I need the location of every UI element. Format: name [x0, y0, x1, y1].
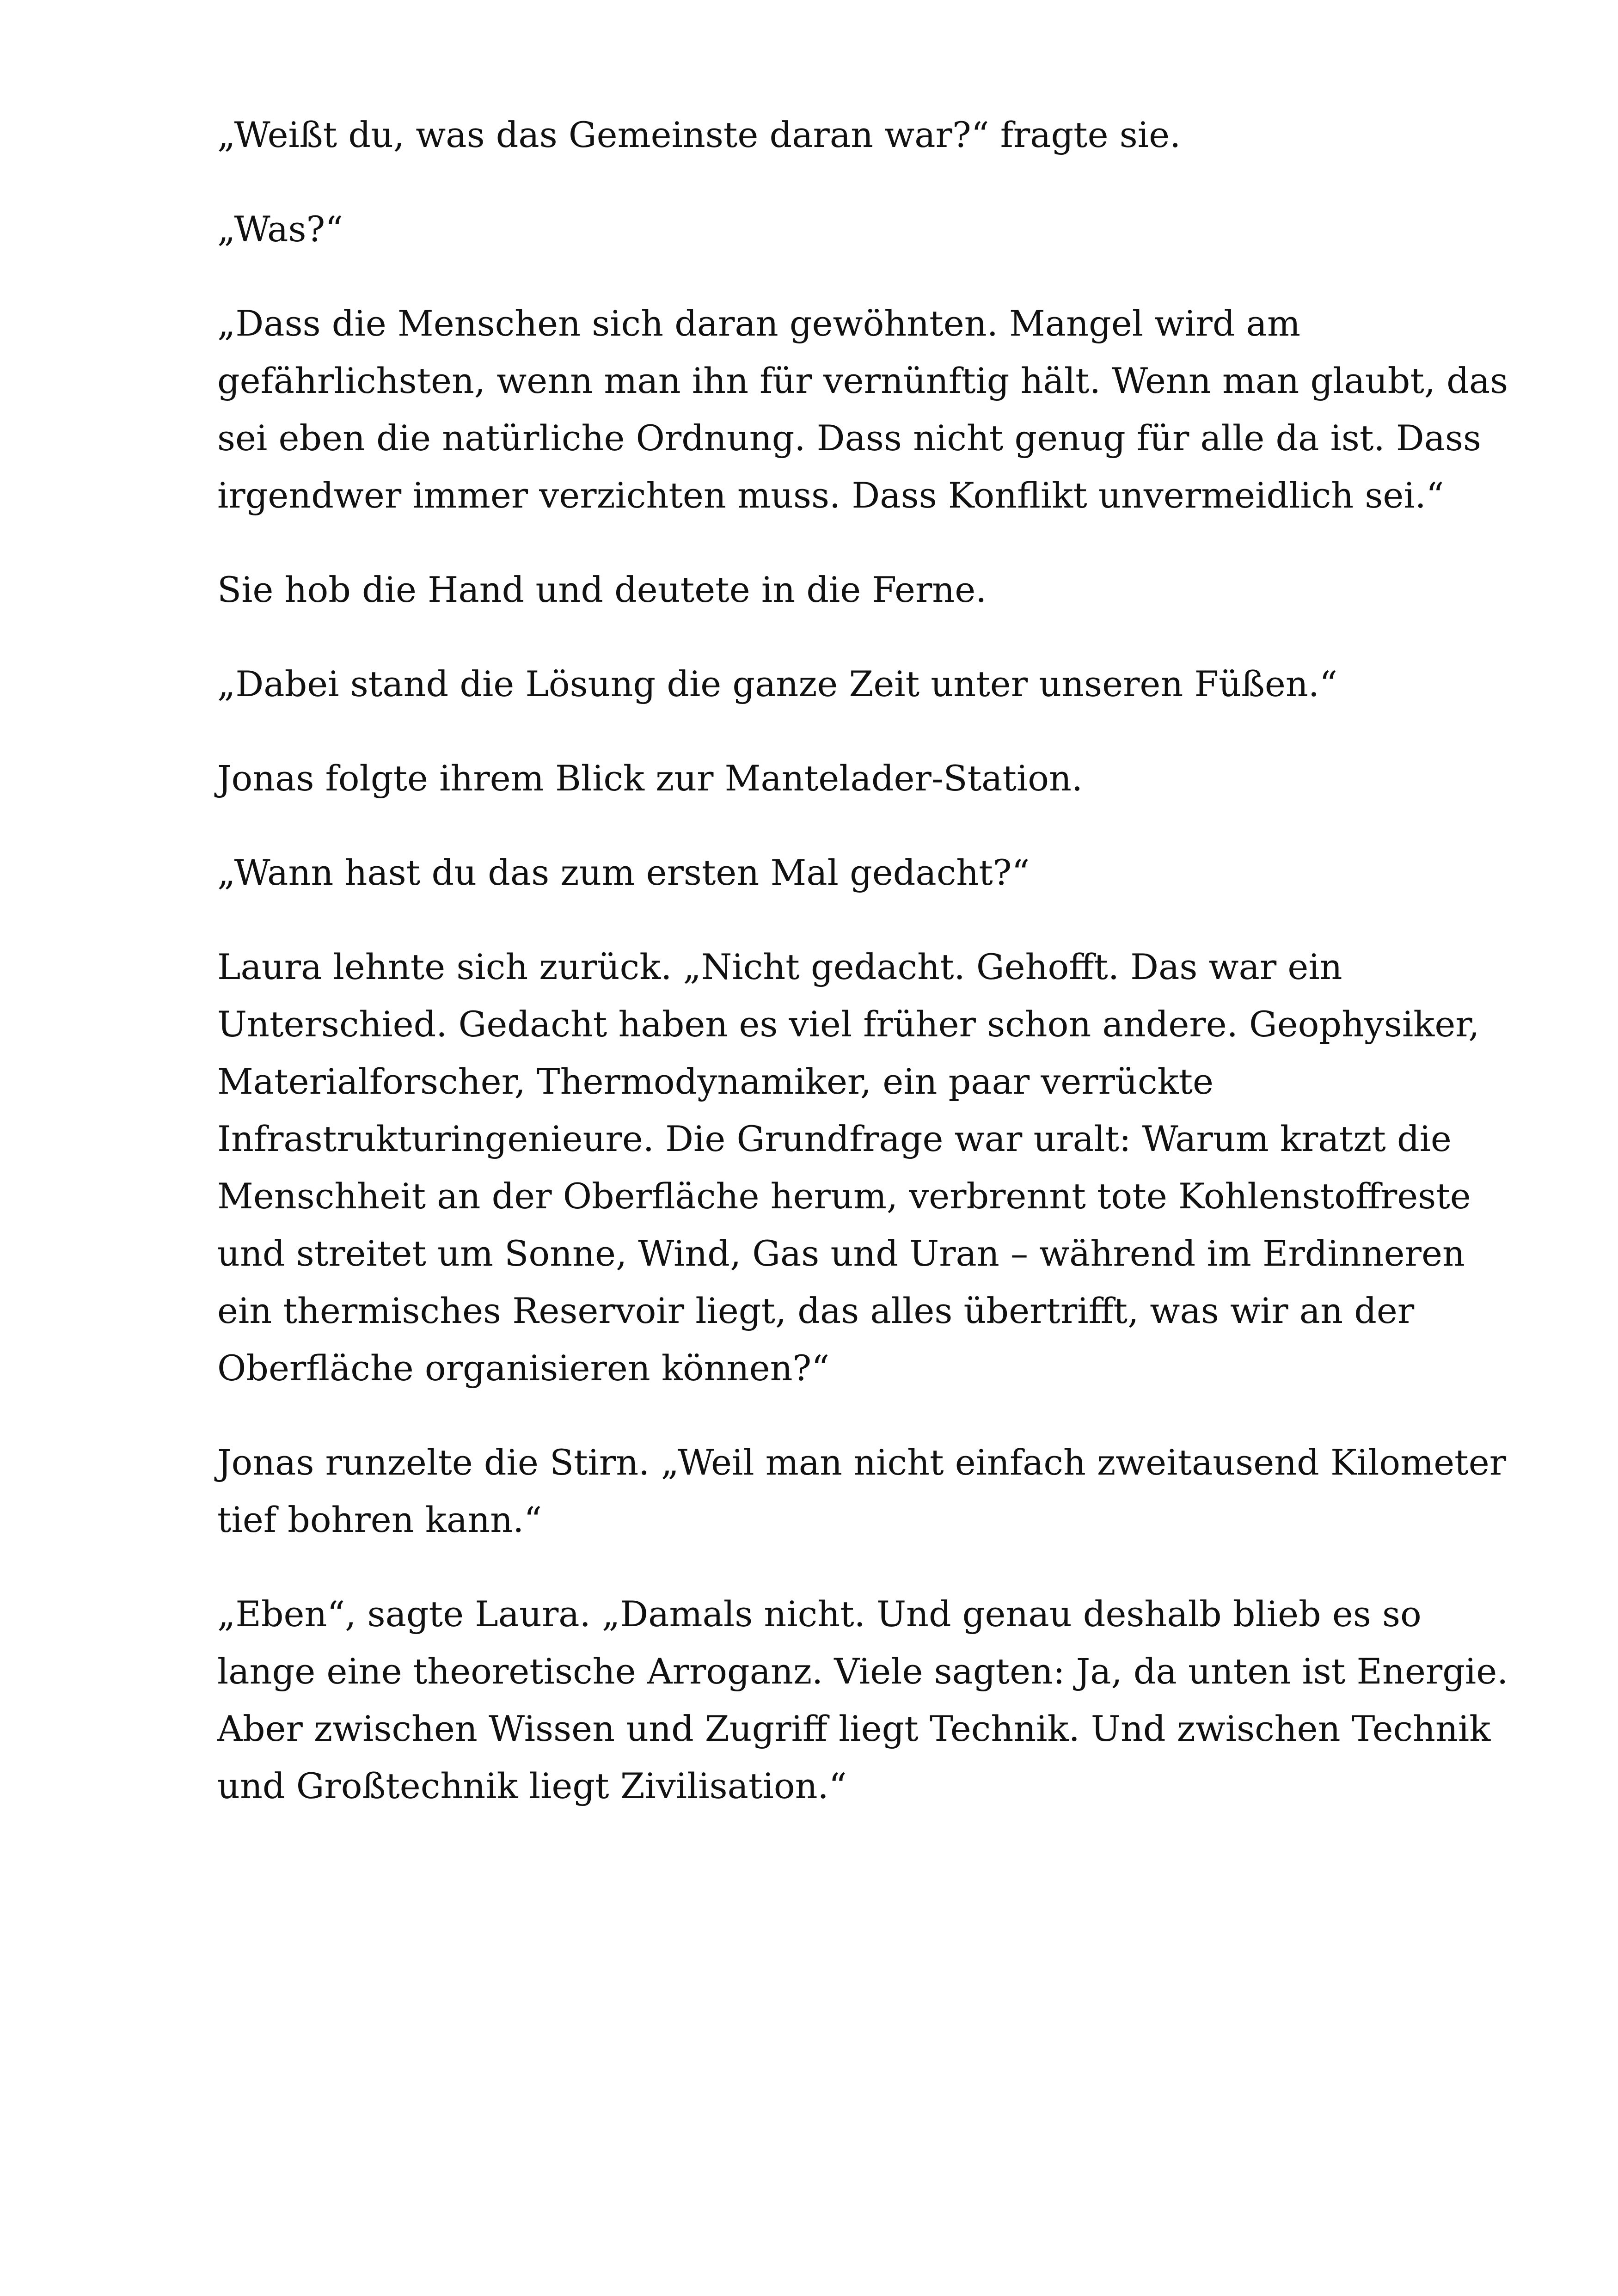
paragraph-10: „Eben“, sagte Laura. „Damals nicht. Und genau deshalb blieb es so lange eine theoretische Arroganz. Viele sagten: Ja, da unten ist Energie. Aber zwischen Wissen und Zugriff liegt Technik. Und zwischen Technik und Großtechnik liegt Zivilisation.“ — [217, 1593, 1508, 1806]
paragraph-4: Sie hob die Hand und deutete in die Ferne. — [217, 569, 987, 610]
paragraph-6: Jonas folgte ihrem Blick zur Mantelader-Station. — [217, 758, 1083, 799]
body-text — [217, 106, 1521, 1852]
paragraph-7: „Wann hast du das zum ersten Mal gedacht?“ — [217, 852, 1030, 893]
paragraph-3: „Dass die Menschen sich daran gewöhnten. Mangel wird am gefährlichsten, wenn man ihn für vernünftig hält. Wenn man glaubt, das sei eben die natürliche Ordnung. Dass nicht genug für alle da ist. Dass irgendwer immer verzichten muss. Dass Konflikt unvermeidlich sei.“ — [217, 303, 1508, 516]
paragraph-8: Laura lehnte sich zurück. „Nicht gedacht. Gehofft. Das war ein Unterschied. Gedacht haben es viel früher schon andere. Geophysiker, Materialforscher, Thermodynamiker, ein paar verrückte Infrastrukturingenieure. Die Grundfrage war uralt: Warum kratzt die Menschheit an der Oberfläche herum, verbrennt tote Kohlenstoffreste und streitet um Sonne, Wind, Gas und Uran – während im Erdinneren ein thermisches Reservoir liegt, das alles übertrifft, was wir an der Oberfläche organisieren können?“ — [217, 946, 1480, 1389]
paragraph-9: Jonas runzelte die Stirn. „Weil man nicht einfach zweitausend Kilometer tief bohren kann.“ — [217, 1442, 1507, 1540]
paragraph-1: „Weißt du, was das Gemeinste daran war?“ fragte sie. — [217, 114, 1181, 155]
paragraph-2: „Was?“ — [217, 208, 343, 250]
paragraph-5: „Dabei stand die Lösung die ganze Zeit unter unseren Füßen.“ — [217, 663, 1337, 704]
